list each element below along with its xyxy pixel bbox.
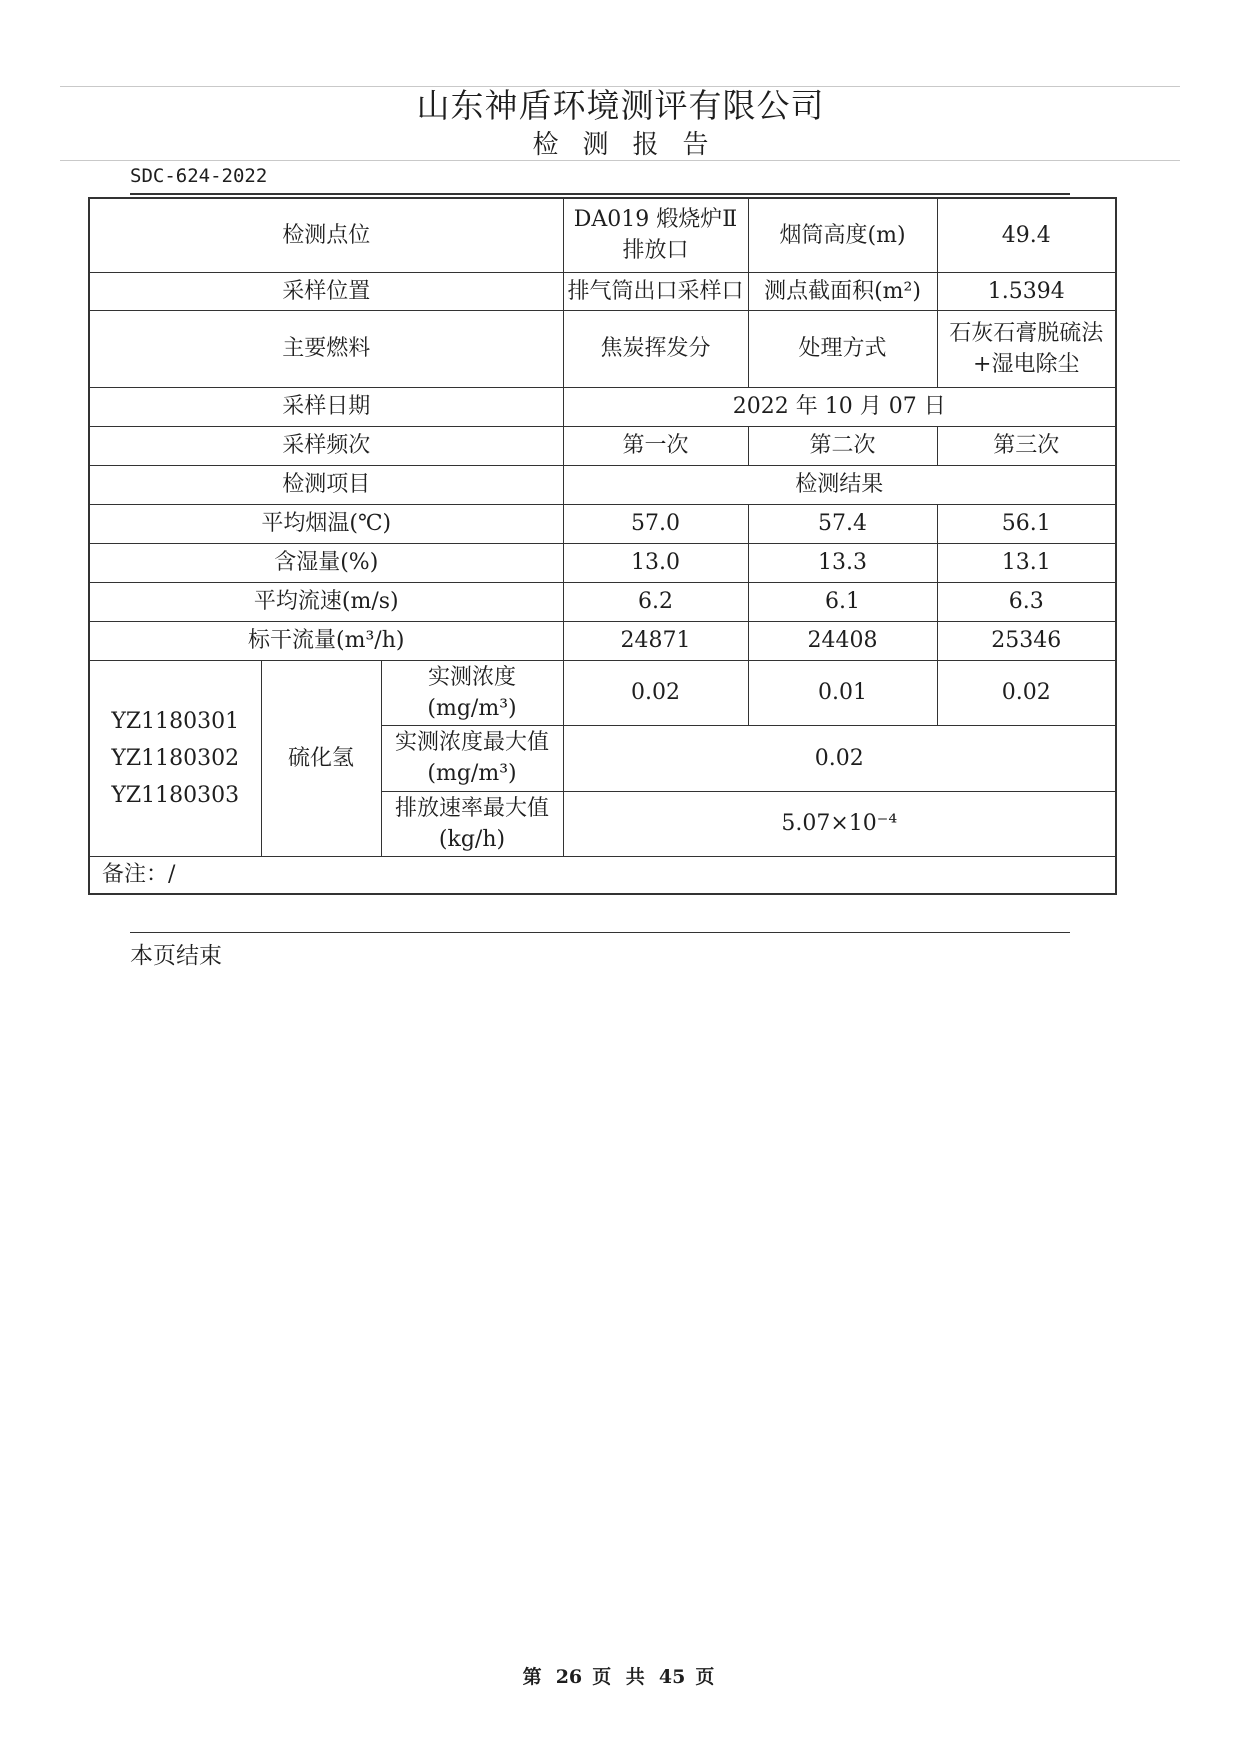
header-rule-bottom xyxy=(60,160,1180,161)
frequency-label: 采样频次 xyxy=(89,426,563,465)
param-value: 57.4 xyxy=(748,504,937,543)
end-rule xyxy=(130,932,1070,933)
param-value: 13.0 xyxy=(563,543,748,582)
conc-value: 0.01 xyxy=(748,660,937,725)
rate-max-label: 排放速率最大值(kg/h) xyxy=(381,791,563,856)
date-value: 2022 年 10 月 07 日 xyxy=(563,387,1116,426)
sample-id: YZ1180301 xyxy=(111,708,240,734)
table-row xyxy=(89,582,1116,621)
conc-max-label: 实测浓度最大值(mg/m³) xyxy=(381,725,563,791)
param-label: 标干流量(m³/h) xyxy=(89,621,563,660)
table-row xyxy=(89,543,1116,582)
conc-label: 实测浓度(mg/m³) xyxy=(381,660,563,725)
remark: 备注：/ xyxy=(89,856,1116,894)
fuel-label: 主要燃料 xyxy=(89,310,563,387)
param-value: 56.1 xyxy=(937,504,1116,543)
param-value: 57.0 xyxy=(563,504,748,543)
test-report-table xyxy=(88,197,1117,895)
item-label: 检测项目 xyxy=(89,465,563,504)
page-middle: 页 共 xyxy=(592,1666,649,1688)
stack-height-value: 49.4 xyxy=(937,198,1116,272)
document-number: SDC-624-2022 xyxy=(130,165,268,187)
pollutant-name: 硫化氢 xyxy=(261,660,381,856)
page-prefix: 第 xyxy=(522,1666,546,1688)
document-number-rule xyxy=(130,193,1070,195)
table-row xyxy=(89,426,1116,465)
date-label: 采样日期 xyxy=(89,387,563,426)
treatment-label: 处理方式 xyxy=(748,310,937,387)
table-row xyxy=(89,856,1116,894)
param-value: 6.2 xyxy=(563,582,748,621)
page-number xyxy=(0,1662,1241,1689)
section-area-label: 测点截面积(m²) xyxy=(748,272,937,310)
param-label: 含湿量(%) xyxy=(89,543,563,582)
stack-height-label: 烟筒高度(m) xyxy=(748,198,937,272)
conc-max-value: 0.02 xyxy=(563,725,1116,791)
sample-id: YZ1180303 xyxy=(111,782,240,808)
result-label: 检测结果 xyxy=(563,465,1116,504)
sampling-location-value: 排气筒出口采样口 xyxy=(563,272,748,310)
page-suffix: 页 xyxy=(695,1666,719,1688)
param-label: 平均烟温(℃) xyxy=(89,504,563,543)
fuel-value: 焦炭挥发分 xyxy=(563,310,748,387)
table-row xyxy=(89,198,1116,272)
table-row xyxy=(89,465,1116,504)
point-label: 检测点位 xyxy=(89,198,563,272)
sample-ids xyxy=(89,660,261,856)
page-total: 45 xyxy=(658,1666,686,1688)
table-row xyxy=(89,387,1116,426)
company-name: 山东神盾环境测评有限公司 xyxy=(416,86,825,125)
table-row xyxy=(89,504,1116,543)
run-2-label: 第二次 xyxy=(748,426,937,465)
page-end-note: 本页结束 xyxy=(130,943,222,969)
section-area-value: 1.5394 xyxy=(937,272,1116,310)
param-value: 6.3 xyxy=(937,582,1116,621)
table-row xyxy=(89,272,1116,310)
page-current: 26 xyxy=(555,1666,583,1688)
sample-id: YZ1180302 xyxy=(111,745,240,771)
param-value: 25346 xyxy=(937,621,1116,660)
table-row xyxy=(89,660,1116,725)
table-row xyxy=(89,621,1116,660)
point-value: DA019 煅烧炉Ⅱ排放口 xyxy=(563,198,748,272)
report-subtitle: 检测报告 xyxy=(532,130,733,160)
conc-value: 0.02 xyxy=(563,660,748,725)
table-row xyxy=(89,310,1116,387)
param-value: 6.1 xyxy=(748,582,937,621)
run-1-label: 第一次 xyxy=(563,426,748,465)
rate-max-value: 5.07×10⁻⁴ xyxy=(563,791,1116,856)
conc-value: 0.02 xyxy=(937,660,1116,725)
param-label: 平均流速(m/s) xyxy=(89,582,563,621)
sampling-location-label: 采样位置 xyxy=(89,272,563,310)
param-value: 24871 xyxy=(563,621,748,660)
param-value: 24408 xyxy=(748,621,937,660)
run-3-label: 第三次 xyxy=(937,426,1116,465)
param-value: 13.3 xyxy=(748,543,937,582)
treatment-value: 石灰石膏脱硫法+湿电除尘 xyxy=(937,310,1116,387)
param-value: 13.1 xyxy=(937,543,1116,582)
